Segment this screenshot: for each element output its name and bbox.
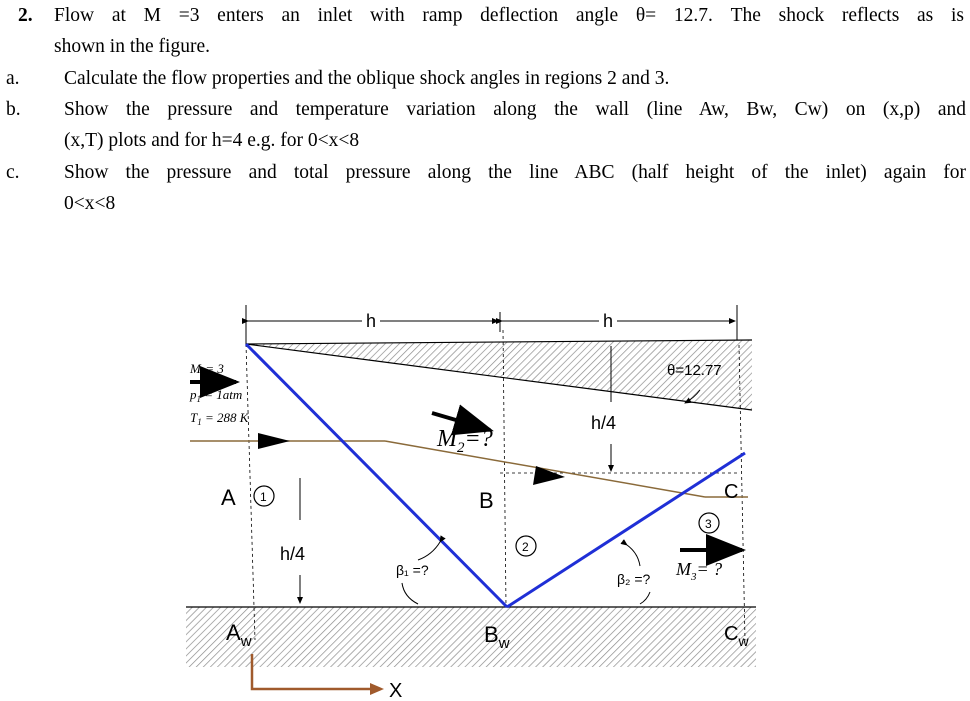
beta2-arc-low (640, 592, 650, 604)
part-c-label: c. (6, 162, 20, 183)
streamline-arrow-2 (533, 466, 565, 485)
region-3-label: 3 (705, 517, 712, 531)
M3-label: $M_3=$ ? (676, 559, 723, 583)
inflow-T-label: $T_1 = 288$ K (190, 410, 249, 427)
dim-h-left: h (366, 311, 377, 331)
streamline-arrow-1 (258, 433, 290, 449)
point-Bw: $B_w$ (484, 622, 510, 652)
part-a-label: a. (6, 68, 20, 89)
streamline-region2 (385, 441, 705, 497)
x-axis-label: X (389, 680, 403, 701)
problem-text-2: shown in the figure. (54, 36, 210, 57)
h4-bottom-label: h/4 (280, 544, 306, 564)
point-B: B (479, 488, 494, 513)
part-c-text-2: 0<x<8 (64, 193, 116, 214)
part-a-text: Calculate the flow properties and the oblique shock angles in regions 2 and 3. (64, 68, 670, 89)
dashed-left (246, 344, 255, 640)
dim-h-right: h (603, 311, 614, 331)
inflow-p-label: $p_1 = 1atm$ (190, 387, 243, 404)
point-A: A (221, 485, 236, 510)
problem-text-1: Flow at M =3 enters an inlet with ramp deflection angle θ= 12.7. The shock reflects as is (54, 5, 964, 26)
region-2-label: 2 (522, 540, 529, 554)
x-axis-arrowhead (370, 683, 384, 695)
lower-wall (186, 607, 756, 667)
part-b-text-2: (x,T) plots and for h=4 e.g. for 0<x<8 (64, 130, 360, 151)
incident-shock (246, 344, 507, 607)
inflow-M-label: $M_1= 3$ (190, 361, 224, 378)
problem-number: 2. (18, 5, 33, 26)
M2-label: $M_2=$? (437, 426, 493, 456)
beta2-arc (627, 545, 640, 566)
part-b-text-1: Show the pressure and temperature variation along the wall (line Aw, Bw, Cw) on (x,p) and (64, 99, 966, 120)
part-b-label: b. (6, 99, 21, 120)
beta1-label: β₁ =? (396, 562, 429, 578)
beta1-arc-top (418, 542, 440, 560)
beta2-label: β₂ =? (617, 571, 651, 587)
point-Aw: $A_w$ (226, 620, 252, 650)
region-1-label: 1 (260, 490, 267, 504)
point-Cw: $C_w$ (724, 623, 749, 649)
point-C: C (724, 481, 739, 503)
h4-top-label: h/4 (591, 413, 617, 433)
part-c-text-1: Show the pressure and total pressure along the line ABC (half height of the inlet) again for (64, 162, 966, 183)
theta-label: θ=12.77 (667, 362, 722, 379)
beta1-arc (402, 583, 418, 604)
